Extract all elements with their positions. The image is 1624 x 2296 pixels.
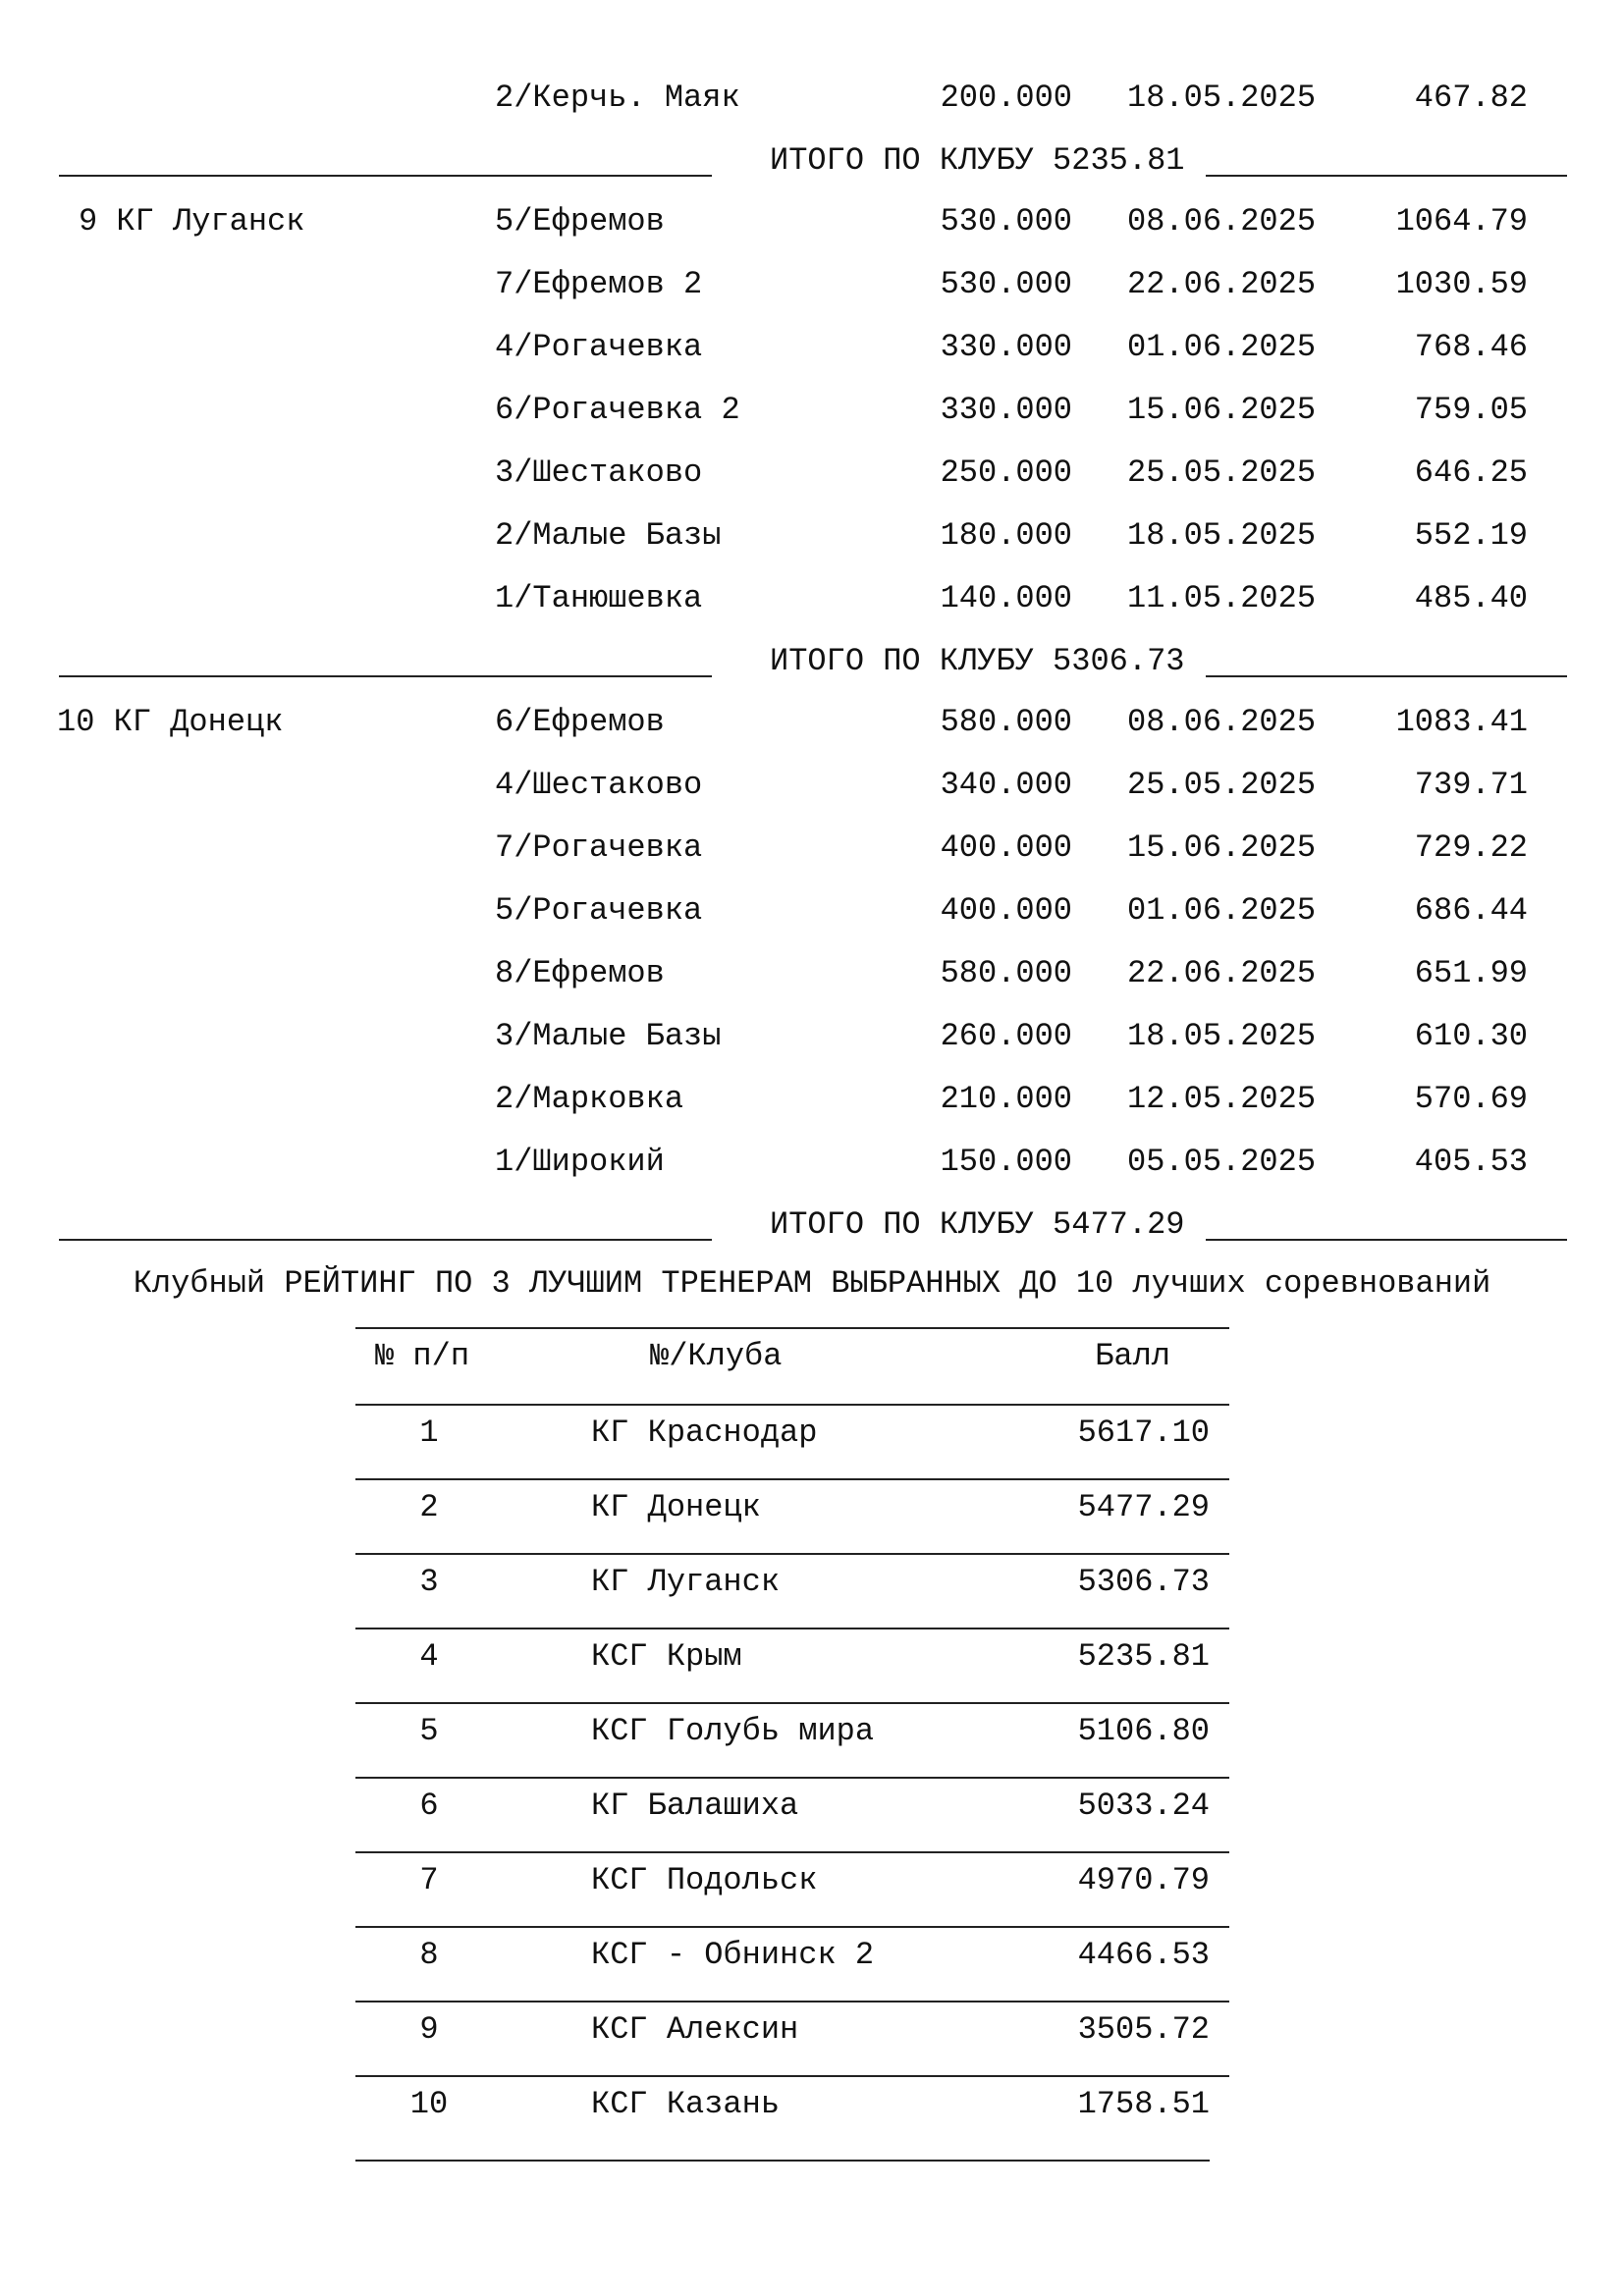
rank-number: 6	[419, 1788, 439, 1824]
coefficient: 150.000	[940, 1144, 1072, 1180]
rank-club: КГ Донецк	[591, 1489, 761, 1525]
total-divider-left	[59, 675, 712, 677]
club-total-row	[59, 1203, 1567, 1247]
coefficient: 330.000	[940, 329, 1072, 365]
club-total-row	[59, 640, 1567, 683]
result-row	[0, 263, 1624, 306]
club-name: 9 КГ Луганск	[79, 203, 305, 240]
result-score: 570.69	[1414, 1081, 1528, 1117]
result-score: 739.71	[1414, 767, 1528, 803]
coefficient: 580.000	[940, 955, 1072, 991]
header-number: № п/п	[375, 1338, 470, 1374]
ranking-row	[355, 1928, 1229, 2002]
rank-club: КСГ Голубь мира	[591, 1713, 875, 1749]
competition-name: 5/Ефремов	[495, 203, 665, 240]
result-score: 729.22	[1414, 829, 1528, 866]
competition-date: 11.05.2025	[1127, 580, 1317, 616]
result-score: 467.82	[1414, 80, 1528, 116]
result-row	[0, 1015, 1624, 1058]
coefficient: 180.000	[940, 517, 1072, 554]
result-score: 646.25	[1414, 454, 1528, 491]
competition-date: 05.05.2025	[1127, 1144, 1317, 1180]
result-score: 651.99	[1414, 955, 1528, 991]
competition-name: 1/Танюшевка	[495, 580, 703, 616]
rank-score: 5235.81	[1077, 1638, 1210, 1675]
result-row	[0, 952, 1624, 995]
result-score: 610.30	[1414, 1018, 1528, 1054]
competition-name: 7/Рогачевка	[495, 829, 703, 866]
rank-number: 3	[419, 1564, 439, 1600]
rank-score: 5477.29	[1077, 1489, 1210, 1525]
result-score: 1083.41	[1395, 704, 1528, 740]
ranking-table-header	[355, 1327, 1229, 1406]
result-row	[0, 577, 1624, 620]
ranking-row	[355, 2002, 1229, 2077]
result-row	[0, 200, 1624, 243]
result-row	[0, 1078, 1624, 1121]
rank-number: 7	[419, 1862, 439, 1898]
competition-date: 22.06.2025	[1127, 266, 1317, 302]
rank-number: 5	[419, 1713, 439, 1749]
coefficient: 200.000	[940, 80, 1072, 116]
ranking-row	[355, 1704, 1229, 1779]
competition-name: 6/Рогачевка 2	[495, 392, 740, 428]
result-row	[0, 827, 1624, 870]
result-row	[0, 889, 1624, 933]
rank-score: 5617.10	[1077, 1415, 1210, 1451]
competition-date: 18.05.2025	[1127, 80, 1317, 116]
total-divider-right	[1206, 675, 1567, 677]
competition-name: 1/Широкий	[495, 1144, 665, 1180]
competition-date: 12.05.2025	[1127, 1081, 1317, 1117]
rank-number: 4	[419, 1638, 439, 1675]
rank-score: 4970.79	[1077, 1862, 1210, 1898]
competition-date: 22.06.2025	[1127, 955, 1317, 991]
coefficient: 400.000	[940, 829, 1072, 866]
competition-name: 6/Ефремов	[495, 704, 665, 740]
ranking-row	[355, 1406, 1229, 1480]
competition-date: 25.05.2025	[1127, 454, 1317, 491]
competition-name: 2/Марковка	[495, 1081, 684, 1117]
rank-number: 1	[419, 1415, 439, 1451]
result-row	[0, 326, 1624, 369]
ranking-row	[355, 1779, 1229, 1853]
competition-date: 01.06.2025	[1127, 892, 1317, 929]
coefficient: 530.000	[940, 203, 1072, 240]
rank-club: КГ Луганск	[591, 1564, 781, 1600]
club-total-text: ИТОГО ПО КЛУБУ 5306.73	[770, 643, 1185, 679]
result-row	[0, 514, 1624, 558]
rank-score: 5306.73	[1077, 1564, 1210, 1600]
competition-name: 2/Керчь. Маяк	[495, 80, 740, 116]
total-divider-left	[59, 1239, 712, 1241]
ranking-row	[355, 1555, 1229, 1629]
coefficient: 140.000	[940, 580, 1072, 616]
ranking-row	[355, 2077, 1229, 2150]
club-total-text: ИТОГО ПО КЛУБУ 5235.81	[770, 142, 1185, 179]
competition-name: 3/Малые Базы	[495, 1018, 722, 1054]
rank-number: 9	[419, 2011, 439, 2048]
club-name: 10 КГ Донецк	[57, 704, 284, 740]
club-total-row	[59, 139, 1567, 183]
competition-date: 18.05.2025	[1127, 1018, 1317, 1054]
ranking-table-bottom-rule	[355, 2160, 1210, 2162]
ranking-title: Клубный РЕЙТИНГ ПО 3 ЛУЧШИМ ТРЕНЕРАМ ВЫБРАННЫХ ДО 10 лучших соревнований	[133, 1265, 1491, 1302]
competition-name: 7/Ефремов 2	[495, 266, 703, 302]
header-score: Балл	[1095, 1338, 1170, 1374]
competition-name: 4/Шестаково	[495, 767, 703, 803]
club-ranking-table	[355, 1327, 1229, 2150]
competition-name: 4/Рогачевка	[495, 329, 703, 365]
rank-club: КСГ - Обнинск 2	[591, 1937, 875, 1973]
competition-date: 25.05.2025	[1127, 767, 1317, 803]
total-divider-right	[1206, 1239, 1567, 1241]
result-score: 1064.79	[1395, 203, 1528, 240]
competition-date: 15.06.2025	[1127, 392, 1317, 428]
result-score: 552.19	[1414, 517, 1528, 554]
result-row	[0, 77, 1624, 120]
result-row	[0, 389, 1624, 432]
header-club: №/Клуба	[650, 1338, 783, 1374]
coefficient: 260.000	[940, 1018, 1072, 1054]
rank-number: 10	[409, 2086, 449, 2122]
coefficient: 330.000	[940, 392, 1072, 428]
coefficient: 400.000	[940, 892, 1072, 929]
rank-club: КСГ Крым	[591, 1638, 742, 1675]
rank-club: КГ Краснодар	[591, 1415, 818, 1451]
competition-name: 2/Малые Базы	[495, 517, 722, 554]
coefficient: 580.000	[940, 704, 1072, 740]
rank-score: 5033.24	[1077, 1788, 1210, 1824]
competition-name: 5/Рогачевка	[495, 892, 703, 929]
competition-date: 08.06.2025	[1127, 203, 1317, 240]
result-row	[0, 764, 1624, 807]
rank-club: КСГ Казань	[591, 2086, 781, 2122]
result-row	[0, 701, 1624, 744]
result-score: 405.53	[1414, 1144, 1528, 1180]
ranking-row	[355, 1480, 1229, 1555]
result-row	[0, 1141, 1624, 1184]
rank-club: КСГ Алексин	[591, 2011, 799, 2048]
result-score: 485.40	[1414, 580, 1528, 616]
coefficient: 250.000	[940, 454, 1072, 491]
coefficient: 340.000	[940, 767, 1072, 803]
rank-score: 3505.72	[1077, 2011, 1210, 2048]
total-divider-left	[59, 175, 712, 177]
ranking-row	[355, 1853, 1229, 1928]
rank-club: КГ Балашиха	[591, 1788, 799, 1824]
rank-number: 2	[419, 1489, 439, 1525]
rank-number: 8	[419, 1937, 439, 1973]
result-score: 1030.59	[1395, 266, 1528, 302]
result-score: 686.44	[1414, 892, 1528, 929]
total-divider-right	[1206, 175, 1567, 177]
competition-name: 3/Шестаково	[495, 454, 703, 491]
rank-score: 4466.53	[1077, 1937, 1210, 1973]
competition-date: 08.06.2025	[1127, 704, 1317, 740]
result-score: 768.46	[1414, 329, 1528, 365]
competition-name: 8/Ефремов	[495, 955, 665, 991]
coefficient: 210.000	[940, 1081, 1072, 1117]
coefficient: 530.000	[940, 266, 1072, 302]
rank-score: 1758.51	[1077, 2086, 1210, 2122]
competition-date: 01.06.2025	[1127, 329, 1317, 365]
ranking-row	[355, 1629, 1229, 1704]
rank-club: КСГ Подольск	[591, 1862, 818, 1898]
competition-date: 15.06.2025	[1127, 829, 1317, 866]
result-score: 759.05	[1414, 392, 1528, 428]
rank-score: 5106.80	[1077, 1713, 1210, 1749]
club-total-text: ИТОГО ПО КЛУБУ 5477.29	[770, 1206, 1185, 1243]
result-row	[0, 452, 1624, 495]
competition-date: 18.05.2025	[1127, 517, 1317, 554]
